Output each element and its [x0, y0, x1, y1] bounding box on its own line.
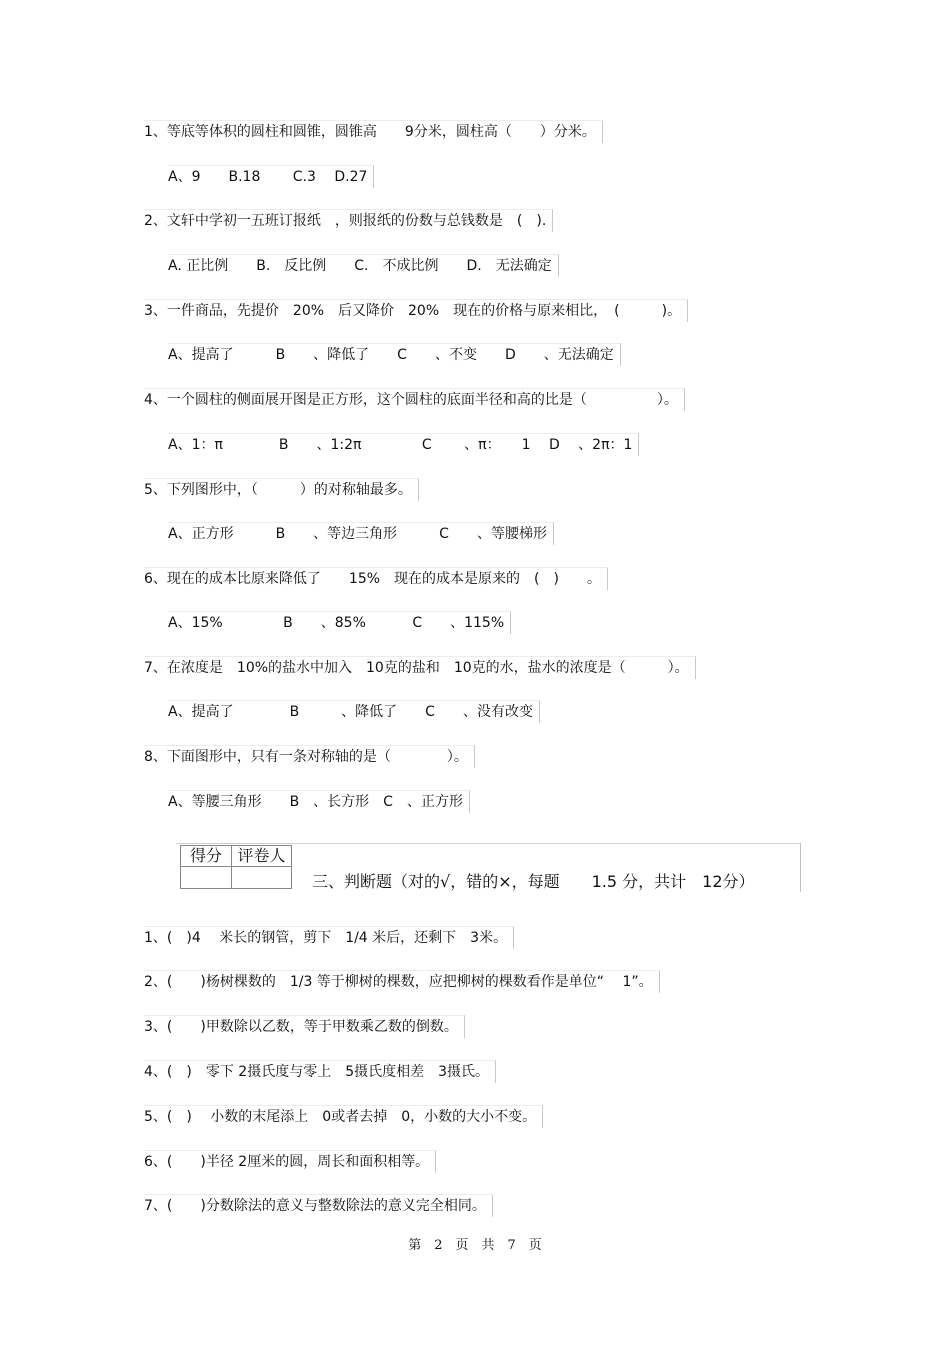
judgement-2: 2、( )杨树棵数的 1/3 等于柳树的棵数，应把柳树的棵数看作是单位“ 1”。 — [144, 970, 660, 993]
score-blank — [181, 867, 232, 888]
score-box — [180, 845, 292, 889]
judgement-4: 4、( ) 零下 2摄氏度与零上 5摄氏度相差 3摄氏。 — [144, 1060, 496, 1083]
question-1: 1、等底等体积的圆柱和圆锥，圆锥高 9分米，圆柱高（ ）分米。 — [144, 120, 603, 143]
judgement-7: 7、( )分数除法的意义与整数除法的意义完全相同。 — [144, 1194, 493, 1217]
question-2-options: A. 正比例 B. 反比例 C. 不成比例 D. 无法确定 — [168, 254, 559, 277]
question-5-options: A、正方形 B 、等边三角形 C 、等腰梯形 — [168, 522, 554, 545]
question-7: 7、在浓度是 10%的盐水中加入 10克的盐和 10克的水，盐水的浓度是（ ）。 — [144, 656, 696, 679]
question-8-options: A、等腰三角形 B 、长方形 C 、正方形 — [168, 790, 470, 813]
question-4-options: A、1：π B 、1:2π C 、π： 1 D 、2π：1 — [168, 433, 639, 456]
question-3-options: A、提高了 B 、降低了 C 、不变 D 、无法确定 — [168, 343, 621, 366]
judgement-5: 5、( ) 小数的末尾添上 0或者去掉 0，小数的大小不变。 — [144, 1105, 543, 1128]
question-5: 5、下列图形中，（ ）的对称轴最多。 — [144, 478, 419, 501]
judgement-3: 3、( )甲数除以乙数，等于甲数乘乙数的倒数。 — [144, 1015, 465, 1038]
question-6: 6、现在的成本比原来降低了 15% 现在的成本是原来的 ( ) 。 — [144, 567, 608, 590]
question-4: 4、一个圆柱的侧面展开图是正方形，这个圆柱的底面半径和高的比是（ ）。 — [144, 388, 685, 411]
section-title: 三、判断题（对的√，错的×，每题 1.5 分，共计 12分） — [312, 872, 755, 891]
score-label: 得分 — [181, 846, 232, 867]
question-2: 2、文轩中学初一五班订报纸 ，则报纸的份数与总钱数是 ( ). — [144, 209, 553, 232]
question-7-options: A、提高了 B 、降低了 C 、没有改变 — [168, 700, 540, 723]
grader-label: 评卷人 — [232, 846, 291, 867]
question-1-options: A、9 B.18 C.3 D.27 — [168, 165, 374, 188]
judgement-1: 1、( )4 米长的钢管，剪下 1/4 米后，还剩下 3米。 — [144, 926, 514, 949]
question-6-options: A、15% B 、85% C 、115% — [168, 611, 511, 634]
judgement-6: 6、( )半径 2厘米的圆，周长和面积相等。 — [144, 1150, 436, 1173]
question-8: 8、下面图形中，只有一条对称轴的是（ ）。 — [144, 745, 475, 768]
question-3: 3、一件商品，先提价 20% 后又降价 20% 现在的价格与原来相比， ( )。 — [144, 299, 688, 322]
page-footer: 第 2 页 共 7 页 — [408, 1238, 542, 1253]
